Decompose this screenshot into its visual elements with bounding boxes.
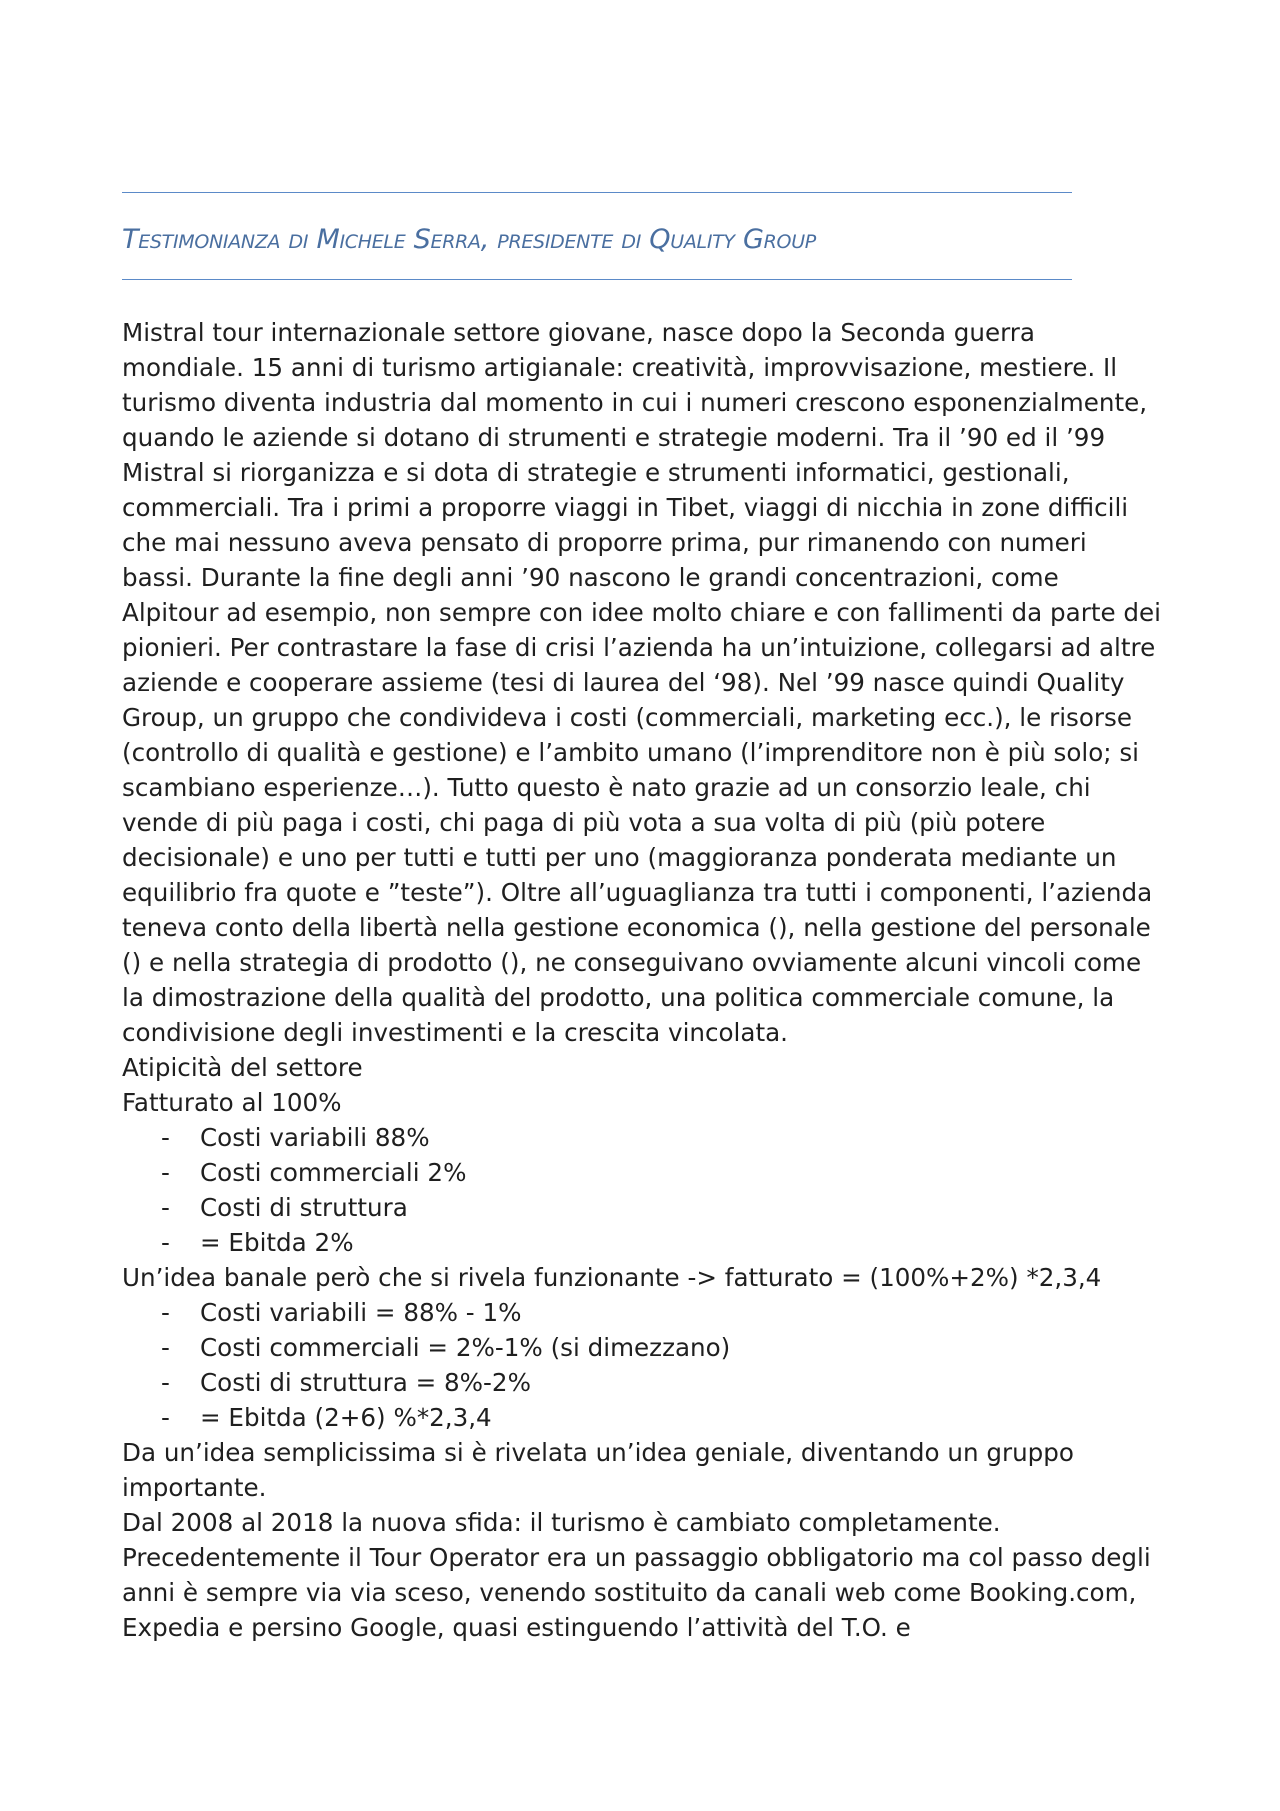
list-item [122, 1155, 1162, 1190]
list-item [122, 1400, 1162, 1435]
list-item [122, 1225, 1162, 1260]
list-item-text: Costi variabili = 88% - 1% [200, 1298, 522, 1327]
intro-paragraph: Mistral tour internazionale settore giovane, nasce dopo la Seconda guerra mondiale. 15 anni di turismo artigianale: creatività, improvvisazione, mestiere. Il turismo diventa industria dal momento in cui i numeri crescono esponenzialmente, quando le aziende si dotano di strumenti e strategie moderni. Tra il ’90 ed il ’99 Mistral si riorganizza e si dota di strategie e strumenti informatici, gestionali, commerciali. Tra i primi a proporre viaggi in Tibet, viaggi di nicchia in zone difficili che mai nessuno aveva pensato di proporre prima, pur rimanendo con numeri bassi. Durante la fine degli anni ’90 nascono le grandi concentrazioni, come Alpitour ad esempio, non sempre con idee molto chiare e con fallimenti da parte dei pionieri. Per contrastare la fase di crisi l’azienda ha un’intuizione, collegarsi ad altre aziende e cooperare assieme (tesi di laurea del ‘98). Nel ’99 nasce quindi Quality Group, un gruppo che condivideva i costi (commerciali, marketing ecc.), le risorse (controllo di qualità e gestione) e l’ambito umano (l’imprenditore non è più solo; si scambiano esperienze…). Tutto questo è nato grazie ad un consorzio leale, chi vende di più paga i costi, chi paga di più vota a sua volta di più (più potere decisionale) e uno per tutti e tutti per uno (maggioranza ponderata mediante un equilibrio fra quote e ”teste”). Oltre all’uguaglianza tra tutti i componenti, l’azienda teneva conto della libertà nella gestione economica (), nella gestione del personale () e nella strategia di prodotto (), ne conseguivano ovviamente alcuni vincoli come la dimostrazione della qualità del prodotto, una politica commerciale comune, la condivisione degli investimenti e la crescita vincolata. [122, 318, 1161, 1047]
sfida-paragraph: Dal 2008 al 2018 la nuova sfida: il turismo è cambiato completamente. Precedentemente il Tour Operator era un passaggio obbligatorio ma col passo degli anni è sempre via via sceso, venendo sostituito da canali web come Booking.com, Expedia e persino Google, quasi estinguendo l’attività del T.O. e [122, 1508, 1151, 1642]
list-item-text: Costi di struttura [200, 1193, 408, 1222]
list-dash: - [161, 1333, 170, 1362]
list-item [122, 1330, 1162, 1365]
atipicita-line: Atipicità del settore [122, 1053, 363, 1082]
list-dash: - [161, 1403, 170, 1432]
header-top-rule [122, 192, 1072, 193]
header-bottom-rule [122, 279, 1072, 280]
list-item [122, 1120, 1162, 1155]
list-item-text: = Ebitda (2+6) %*2,3,4 [200, 1403, 492, 1432]
geniale-paragraph: Da un’idea semplicissima si è rivelata un’idea geniale, diventando un gruppo importante. [122, 1438, 1074, 1502]
list-item [122, 1190, 1162, 1225]
list-dash: - [161, 1193, 170, 1222]
fatturato-line: Fatturato al 100% [122, 1088, 342, 1117]
list-dash: - [161, 1368, 170, 1397]
list-item-text: Costi di struttura = 8%-2% [200, 1368, 531, 1397]
list-item-text: Costi commerciali = 2%-1% (si dimezzano) [200, 1333, 731, 1362]
list-dash: - [161, 1123, 170, 1152]
document-body [122, 315, 1162, 1645]
cost-list-after [122, 1295, 1162, 1435]
list-item [122, 1365, 1162, 1400]
list-item-text: = Ebitda 2% [200, 1228, 354, 1257]
list-dash: - [161, 1158, 170, 1187]
list-item [122, 1295, 1162, 1330]
idea-line: Un’idea banale però che si rivela funzionante -> fatturato = (100%+2%) *2,3,4 [122, 1263, 1102, 1292]
section-heading: Testimonianza di Michele Serra, presidente di Quality Group [122, 224, 816, 255]
list-item-text: Costi variabili 88% [200, 1123, 430, 1152]
cost-list-before [122, 1120, 1162, 1260]
list-dash: - [161, 1298, 170, 1327]
list-item-text: Costi commerciali 2% [200, 1158, 467, 1187]
list-dash: - [161, 1228, 170, 1257]
